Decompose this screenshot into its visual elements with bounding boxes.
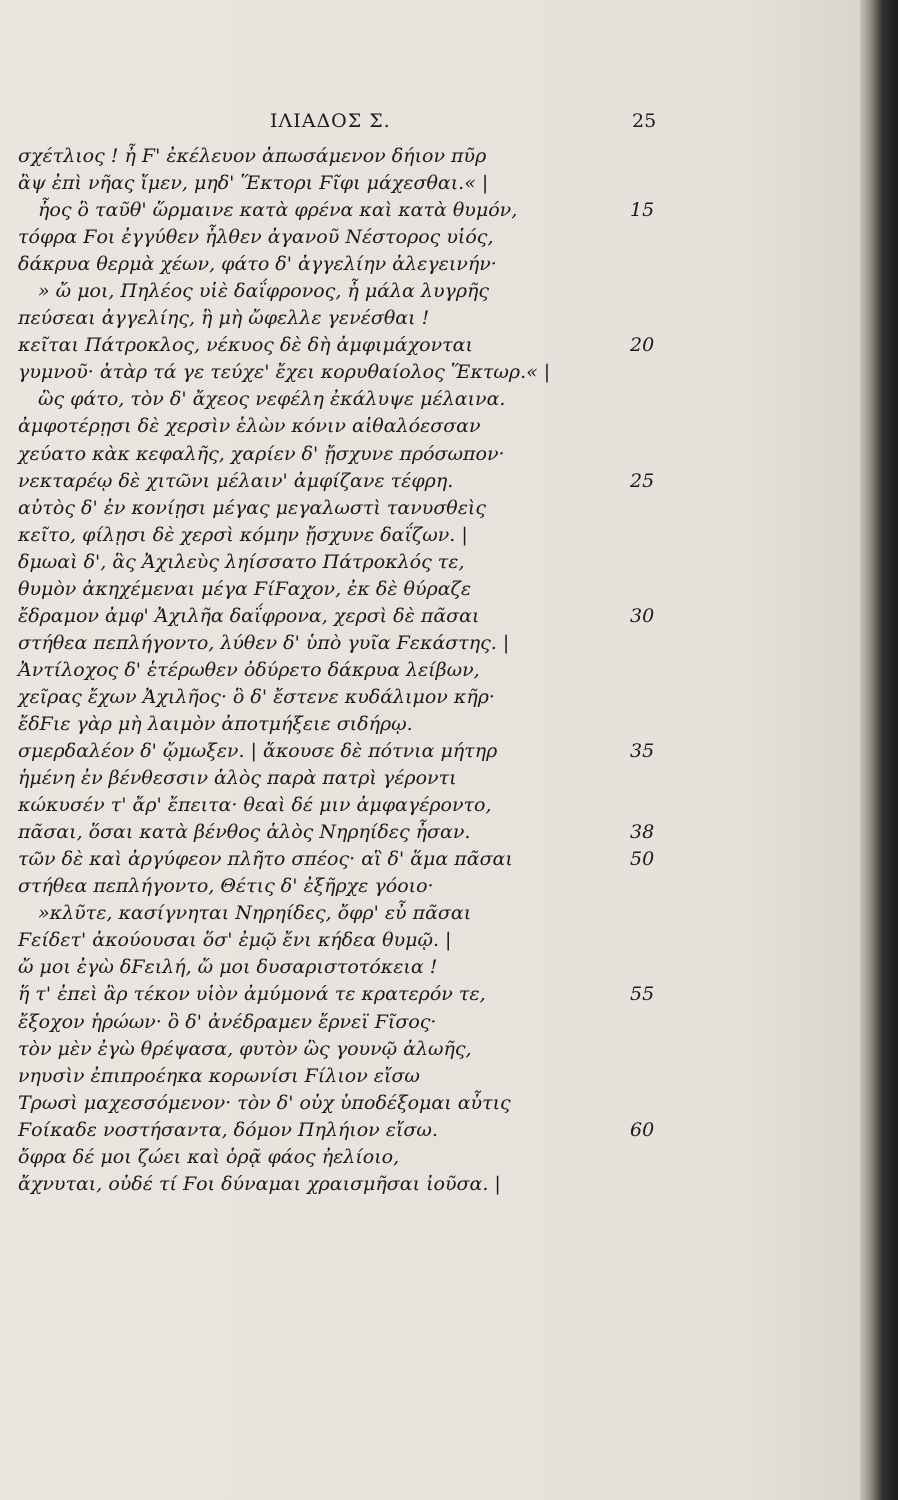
verse-line [0,765,868,792]
verse-text: δάκρυα θερμὰ χέων, φάτο δ' ἀγγελίην ἀλεγεινήν· [18,253,497,276]
page-edge-shadow [860,0,898,1500]
line-number: 38 [630,821,655,844]
verse-line [0,1144,868,1171]
verse-line [0,1090,868,1117]
verse-text: »κλῦτε, κασίγνηται Νηρηίδες, ὄφρ' εὖ πᾶσαι [38,902,472,925]
line-number: 30 [630,604,655,627]
verse-text: στήθεα πεπλήγοντο, λύθεν δ' ὑπὸ γυῖα Ϝεκάστης. | [18,631,510,654]
verse-line [0,495,868,522]
verse-text: τὸν μὲν ἐγὼ θρέψασα, φυτὸν ὣς γουνῷ ἀλωῆς, [18,1037,472,1060]
verse-text: γυμνοῦ· ἀτὰρ τά γε τεύχε' ἔχει κορυθαίολος Ἕκτωρ.« | [18,361,551,384]
verse-line [0,981,868,1008]
verse-line [0,441,868,468]
verse-text: » ὤ μοι, Πηλέος υἱὲ δαΐφρονος, ἦ μάλα λυγρῆς [38,280,490,303]
verse-text: νεκταρέῳ δὲ χιτῶνι μέλαιν' ἀμφίζανε τέφρη. [18,469,454,492]
verse-text: τῶν δὲ καὶ ἀργύφεον πλῆτο σπέος· αἳ δ' ἅμα πᾶσαι [18,848,513,871]
verse-line [0,522,868,549]
verse-text: Ϝοίκαδε νοστήσαντα, δόμον Πηλήιον εἴσω. [18,1118,438,1141]
verse-line [0,170,868,197]
verse-text: ἔδραμον ἀμφ' Ἀχιλῆα δαΐφρονα, χερσὶ δὲ πᾶσαι [18,604,480,627]
verse-text: κώκυσέν τ' ἄρ' ἔπειτα· θεαὶ δέ μιν ἀμφαγέροντο, [18,794,492,817]
verse-line [0,711,868,738]
verse-line [0,468,868,495]
verse-text: Ἀντίλοχος δ' ἑτέρωθεν ὀδύρετο δάκρυα λείβων, [18,658,480,681]
verse-text: ἔξοχον ἡρώων· ὃ δ' ἀνέδραμεν ἔρνεϊ Ϝῖσος· [18,1010,437,1033]
verse-line [0,197,868,224]
verse-line [0,332,868,359]
verse-text: χεῖρας ἔχων Ἀχιλῆος· ὃ δ' ἔστενε κυδάλιμον κῆρ· [18,685,495,708]
line-number: 35 [630,740,655,763]
line-number: 50 [630,848,655,871]
verse-text: σχέτλιος ! ἦ Ϝ' ἐκέλευον ἀπωσάμενον δήιον πῦρ [18,145,487,167]
verse-line [0,873,868,900]
verse-text: ὤ μοι ἐγὼ δϜειλή, ὤ μοι δυσαριστοτόκεια ! [18,956,438,979]
verse-text: κεῖται Πάτροκλος, νέκυος δὲ δὴ ἀμφιμάχονται [18,334,473,357]
line-number: 60 [630,1118,655,1141]
page-number: 25 [632,110,657,132]
line-number: 55 [630,983,655,1006]
verse-text: πᾶσαι, ὅσαι κατὰ βένθος ἁλὸς Νηρηίδες ἦσαν. [18,821,471,844]
verse-line [0,657,868,684]
verse-text: ἔδϜιε γὰρ μὴ λαιμὸν ἀποτμήξειε σιδήρῳ. [18,712,413,735]
verse-block [0,143,868,1198]
verse-line [0,1036,868,1063]
verse-line [0,278,868,305]
verse-line [0,630,868,657]
verse-text: ἥ τ' ἐπεὶ ἂρ τέκον υἱὸν ἀμύμονά τε κρατερόν τε, [18,983,486,1006]
verse-text: νηυσὶν ἐπιπροέηκα κορωνίσι Ϝίλιον εἴσω [18,1064,420,1087]
verse-line [0,549,868,576]
verse-line [0,900,868,927]
verse-text: ἡμένη ἐν βένθεσσιν ἁλὸς παρὰ πατρὶ γέροντι [18,767,457,790]
verse-line [0,1171,868,1198]
verse-line [0,251,868,278]
page-header [0,110,868,140]
verse-line [0,738,868,765]
verse-line [0,603,868,630]
verse-text: ὣς φάτο, τὸν δ' ἄχεος νεφέλη ἐκάλυψε μέλαινα. [38,388,506,411]
verse-text: τόφρα Ϝοι ἐγγύθεν ἦλθεν ἀγανοῦ Νέστορος υἱός, [18,226,494,249]
verse-line [0,1063,868,1090]
line-number: 15 [630,199,655,222]
verse-text: θυμὸν ἀκηχέμεναι μέγα ϜίϜαχον, ἐκ δὲ θύραζε [18,577,472,600]
verse-text: ὄφρα δέ μοι ζώει καὶ ὁρᾷ φάος ἠελίοιο, [18,1145,400,1168]
verse-line [0,386,868,413]
verse-line [0,846,868,873]
verse-line [0,954,868,981]
verse-text: στήθεα πεπλήγοντο, Θέτις δ' ἐξῆρχε γόοιο· [18,875,434,898]
verse-text: Τρωσὶ μαχεσσόμενον· τὸν δ' οὐχ ὑποδέξομαι αὖτις [18,1091,511,1114]
verse-text: ἧος ὃ ταῦθ' ὥρμαινε κατὰ φρένα καὶ κατὰ θυμόν, [38,199,518,222]
verse-text: πεύσεαι ἀγγελίης, ἣ μὴ ὤφελλε γενέσθαι ! [18,307,430,330]
verse-text: σμερδαλέον δ' ᾤμωξεν. | ἄκουσε δὲ πότνια μήτηρ [18,740,498,763]
verse-text: Ϝείδετ' ἀκούουσαι ὅσ' ἐμῷ ἔνι κήδεα θυμῷ. | [18,929,452,952]
verse-line [0,224,868,251]
verse-text: ἄχνυται, οὐδέ τί Ϝοι δύναμαι χραισμῆσαι ἰοῦσα. | [18,1172,501,1195]
verse-line [0,359,868,386]
verse-text: κεῖτο, φίλῃσι δὲ χερσὶ κόμην ᾔσχυνε δαΐζων. | [18,523,468,546]
line-number: 20 [630,334,655,357]
verse-line [0,305,868,332]
verse-line [0,792,868,819]
verse-line [0,927,868,954]
verse-text: ἀμφοτέρῃσι δὲ χερσὶν ἑλὼν κόνιν αἰθαλόεσσαν [18,415,481,438]
verse-line [0,576,868,603]
verse-text: αὐτὸς δ' ἐν κονίῃσι μέγας μεγαλωστὶ τανυσθεὶς [18,496,487,519]
verse-text: δμωαὶ δ', ἃς Ἀχιλεὺς ληίσσατο Πάτροκλός τε, [18,550,465,573]
verse-text: ἂψ ἐπὶ νῆας ἴμεν, μηδ' Ἕκτορι Ϝῖφι μάχεσθαι.« | [18,172,489,195]
verse-line [0,684,868,711]
running-title: ΙΛΙΑΔΟΣ Σ. [270,110,391,132]
verse-line [0,143,868,170]
verse-line [0,1117,868,1144]
verse-text: χεύατο κὰκ κεφαλῆς, χαρίεν δ' ᾔσχυνε πρόσωπον· [18,442,505,465]
verse-line [0,1009,868,1036]
line-number: 25 [630,469,655,492]
verse-line [0,413,868,440]
verse-line [0,819,868,846]
